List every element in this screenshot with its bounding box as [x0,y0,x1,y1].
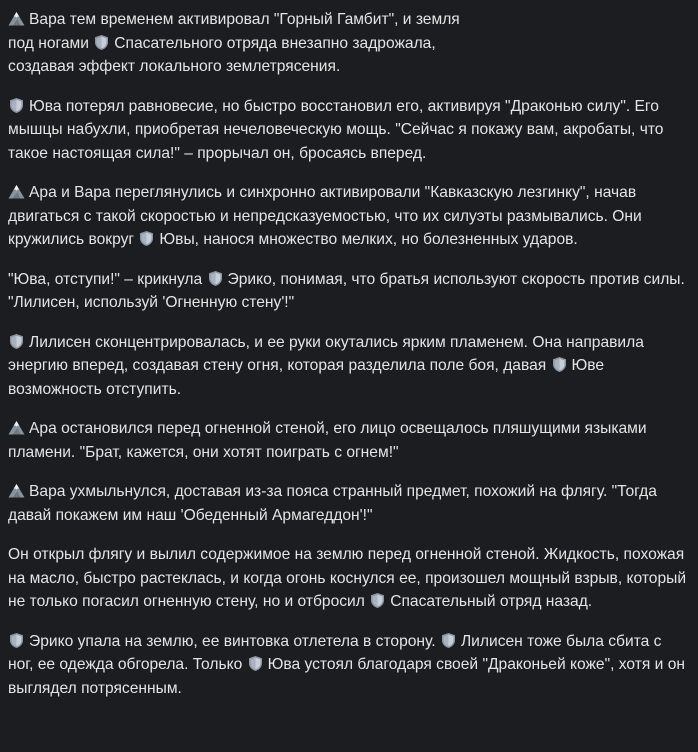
paragraph-text: Спасательного отряда внезапно задрожала, создавая эффект локального землетрясения. [8,34,436,75]
story-paragraph [8,543,691,614]
story-paragraph [8,95,691,166]
shield-icon [440,632,457,649]
shield-icon [8,97,25,114]
shield-icon [247,655,264,672]
paragraph-text: Лилисен тоже была сбита с ног, ее одежда обгорела. Только [8,632,662,673]
story-paragraph [8,630,691,701]
paragraph-text: Он открыл флягу и вылил содержимое на землю перед огненной стеной. Жидкость, похожая на масло, быстро растеклась, и когда огонь коснулся ее, произошел мощный взрыв, который не только погасил огненную стену, но и отбросил [8,546,687,610]
paragraph-text: Вара ухмыльнулся, доставая из-за пояса странный предмет, похожий на флягу. "Тогда давай покажем им наш 'Обеденный Армагеддон'!" [8,483,657,524]
paragraph-text: Ара остановился перед огненной стеной, его лицо освещалось пляшущими языками пламени. "Брат, кажется, они хотят поиграть с огнем!" [8,420,647,461]
paragraph-text: Ювы, нанося множество мелких, но болезненных ударов. [159,231,578,248]
story-paragraph [8,331,691,402]
mountain-icon [8,419,25,436]
story-paragraph [8,8,481,79]
paragraph-text: Юва потерял равновесие, но быстро восстановил его, активируя "Драконью силу". Его мышцы набухли, приобретая нечеловеческую мощь. "Сейчас я покажу вам, акробаты, что такое настоящая сила!" – прорычал он, бросаясь вперед. [8,97,664,162]
shield-icon [207,270,224,287]
shield-icon [93,34,110,51]
story-paragraph [8,268,691,315]
story-document [8,8,691,716]
paragraph-text: Эрико, понимая, что братья используют скорость против силы. "Лилисен, используй 'Огненную стену'!" [8,270,685,311]
paragraph-text: Вара тем временем активировал "Горный Гамбит", и земля под ногами [8,11,460,52]
paragraph-text: Лилисен сконцентрировалась, и ее руки окутались ярким пламенем. Она направила энергию вперед, создавая стену огня, которая разделила поле боя, давая [8,333,644,374]
paragraph-text: Юва устоял благодаря своей "Драконьей коже", хотя и он выглядел потрясенным. [8,656,686,697]
mountain-icon [8,10,25,27]
mountain-icon [8,183,25,200]
shield-icon [138,230,155,247]
paragraph-text: Эрико упала на землю, ее винтовка отлетела в сторону. [29,632,440,650]
paragraph-text: "Юва, отступи!" – крикнула [8,270,207,288]
story-paragraph [8,417,691,464]
shield-icon [551,356,568,373]
story-paragraph [8,480,691,527]
shield-icon [8,632,25,649]
paragraph-text: Спасательный отряд назад. [390,593,593,610]
paragraph-text: Ара и Вара переглянулись и синхронно активировали "Кавказскую лезгинку", начав двигаться с такой скоростью и непредсказуемостью, что их силуэты размывались. Они кружились вокруг [8,184,642,248]
mountain-icon [8,482,25,499]
paragraph-text: Юве возможность отступить. [8,357,605,398]
shield-icon [8,333,25,350]
story-paragraph [8,181,691,252]
shield-icon [369,592,386,609]
